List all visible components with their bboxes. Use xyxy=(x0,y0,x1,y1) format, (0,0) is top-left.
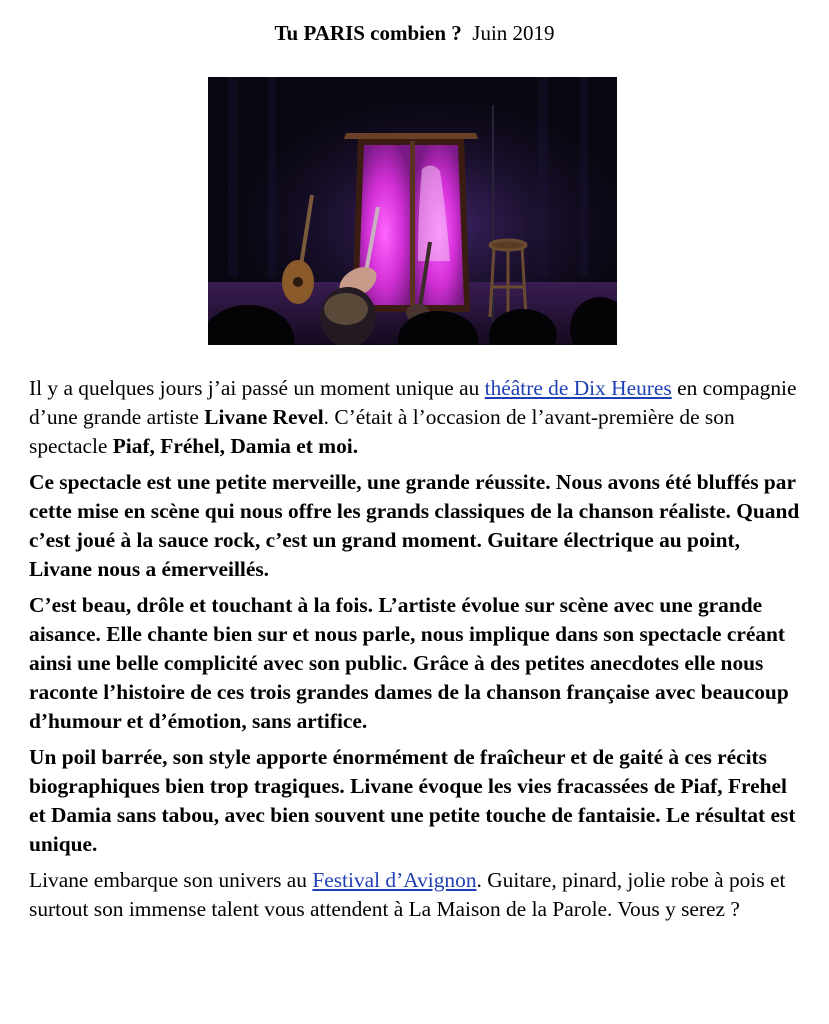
show-title: Piaf, Fréhel, Damia et moi. xyxy=(112,434,359,458)
stage-photo xyxy=(208,77,617,345)
article-body xyxy=(29,374,804,931)
paragraph-text: en compagnie d’une grande artiste xyxy=(29,376,797,429)
page-date: Juin 2019 xyxy=(472,21,555,45)
stage-photo-image xyxy=(208,77,617,345)
article-paragraph-1 xyxy=(29,374,804,461)
paragraph-text: Il y a quelques jours j’ai passé un moment unique au xyxy=(29,376,485,400)
article-paragraph-2: Ce spectacle est une petite merveille, une grande réussite. Nous avons été bluffés par cette mise en scène qui nous offre les grands classiques de la chanson réaliste. Quand c’est joué à la sauce rock, c’est un grand moment. Guitare électrique au point, Livane nous a émerveillés. xyxy=(29,470,800,581)
festival-link[interactable]: Festival d’Avignon xyxy=(312,868,477,892)
paragraph-text: Livane embarque son univers au xyxy=(29,868,313,892)
article-paragraph-3: C’est beau, drôle et touchant à la fois. L’artiste évolue sur scène avec une grande aisance. Elle chante bien sur et nous parle, nous implique dans son spectacle créant ainsi une belle complicité avec son public. Grâce à des petites anecdotes elle nous raconte l’histoire de ces trois grandes dames de la chanson française avec beaucoup d’humour et d’émotion, sans artifice. xyxy=(29,593,789,733)
theatre-link[interactable]: théâtre de Dix Heures xyxy=(484,376,672,400)
article-paragraph-5 xyxy=(29,866,804,924)
artist-name: Livane Revel xyxy=(204,405,324,429)
article-paragraph-4: Un poil barrée, son style apporte énormément de fraîcheur et de gaité à ces récits biographiques bien trop tragiques. Livane évoque les vies fracassées de Piaf, Frehel et Damia sans tabou, avec bien souvent une petite touche de fantaisie. Le résultat est unique. xyxy=(29,745,796,856)
page-title: Tu PARIS combien ? xyxy=(274,21,462,45)
paragraph-text: . Guitare, pinard, jolie robe à pois et surtout son immense talent vous attendent à La Maison de la Parole. Vous y serez ? xyxy=(29,868,786,921)
paragraph-text: . C’était à l’occasion de l’avant-première de son spectacle xyxy=(29,405,735,458)
page-header xyxy=(0,18,829,48)
